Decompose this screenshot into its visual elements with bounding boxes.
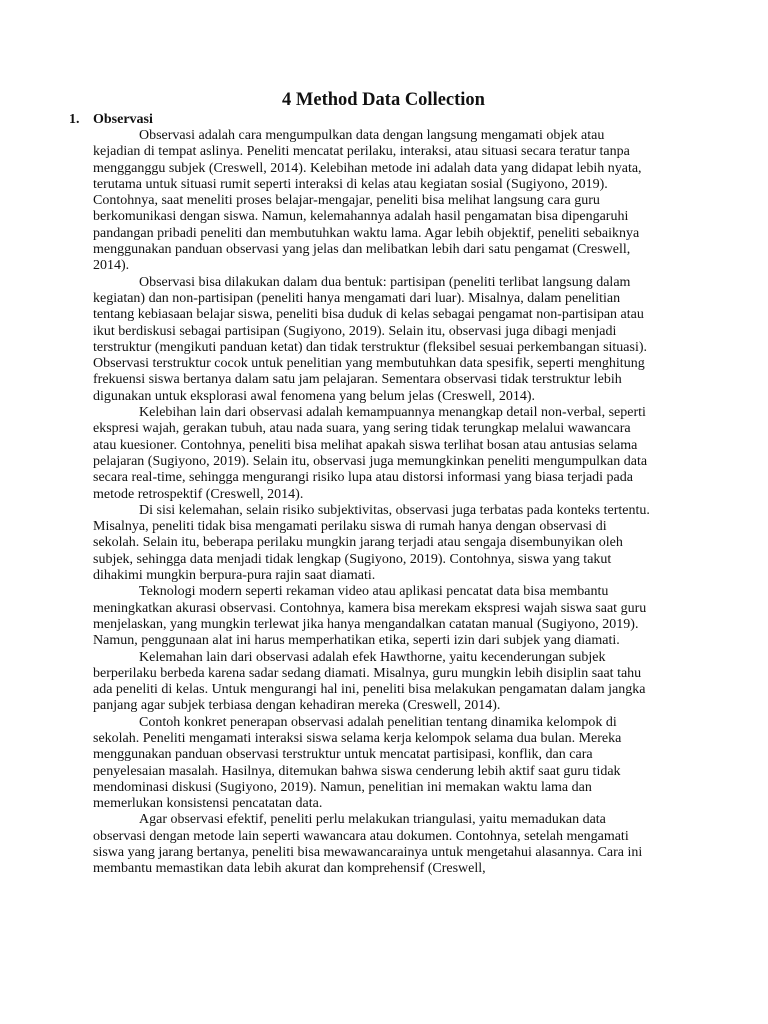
paragraph-5: Teknologi modern seperti rekaman video atau aplikasi pencatat data bisa membantu meningkatkan akurasi observasi. Contohnya, kamera bisa merekam ekspresi wajah siswa saat guru menjelaskan, yang mungkin terlewat jika hanya mengandalkan catatan manual (Sugiyono, 2019). Namun, penggunaan alat ini harus memperhatikan etika, seperti izin dari subjek yang diamati. <box>93 584 647 649</box>
paragraph-1: Observasi adalah cara mengumpulkan data dengan langsung mengamati objek atau kejadian di tempat aslinya. Peneliti mencatat perilaku, interaksi, atau situasi secara teratur tanpa mengganggu subjek (Creswell, 2014). Kelebihan metode ini adalah data yang didapat lebih nyata, terutama untuk situasi rumit seperti interaksi di kelas atau kegiatan sosial (Sugiyono, 2019). Contohnya, saat meneliti proses belajar-mengajar, peneliti bisa melihat langsung cara guru berkomunikasi dengan siswa. Namun, kelemahannya adalah hasil pengamatan bisa dipengaruhi pandangan pribadi peneliti dan membutuhkan waktu lama. Agar lebih objektif, peneliti sebaiknya menggunakan panduan observasi yang jelas dan melibatkan lebih dari satu pengamat (Creswell, 2014). <box>93 128 642 274</box>
paragraph-2: Observasi bisa dilakukan dalam dua bentuk: partisipan (peneliti terlibat langsung dalam kegiatan) dan non-partisipan (peneliti hanya mengamati dari luar). Misalnya, dalam penelitian tentang kebiasaan belajar siswa, peneliti bisa duduk di kelas sebagai pengamat non-partisipan atau ikut berdiskusi sebagai partisipan (Sugiyono, 2019). Selain itu, observasi juga dibagi menjadi terstruktur (mengikuti panduan ketat) dan tidak terstruktur (fleksibel sesuai perkembangan situasi). Observasi terstruktur cocok untuk penelitian yang membutuhkan data spesifik, seperti menghitung frekuensi siswa bertanya dalam satu jam pelajaran. Sementara observasi tidak terstruktur lebih digunakan untuk eksplorasi awal fenomena yang belum jelas (Creswell, 2014). <box>93 274 648 404</box>
paragraph-4: Di sisi kelemahan, selain risiko subjektivitas, observasi juga terbatas pada konteks tertentu. Misalnya, peneliti tidak bisa mengamati perilaku siswa di rumah hanya dengan observasi di sekolah. Selain itu, beberapa perilaku mungkin jarang terjadi atau sengaja disembunyikan oleh subjek, sehingga data menjadi tidak lengkap (Sugiyono, 2019). Contohnya, siswa yang takut dihakimi mungkin berpura-pura rajin saat diamati. <box>93 502 650 584</box>
paragraph-8: Agar observasi efektif, peneliti perlu melakukan triangulasi, yaitu memadukan data observasi dengan metode lain seperti wawancara atau dokumen. Contohnya, setelah mengamati siswa yang jarang bertanya, peneliti bisa mewawancarainya untuk mengetahui alasannya. Cara ini membantu memastikan data lebih akurat dan komprehensif (Creswell, <box>93 812 643 877</box>
section-title: Observasi <box>93 112 153 127</box>
section-number: 1. <box>69 112 80 127</box>
document-title: 4 Method Data Collection <box>282 90 485 110</box>
section-heading <box>69 112 650 128</box>
paragraph-3: Kelebihan lain dari observasi adalah kemampuannya menangkap detail non-verbal, seperti ekspresi wajah, gerakan tubuh, atau nada suara, yang sering tidak terungkap melalui wawancara atau kuesioner. Contohnya, peneliti bisa melihat apakah siswa terlihat bosan atau antusias selama pelajaran (Sugiyono, 2019). Selain itu, observasi juga memungkinkan peneliti mengumpulkan data secara real-time, sehingga mengurangi risiko lupa atau distorsi informasi yang biasa terjadi pada metode retrospektif (Creswell, 2014). <box>93 405 648 502</box>
paragraph-7: Contoh konkret penerapan observasi adalah penelitian tentang dinamika kelompok di sekolah. Peneliti mengamati interaksi siswa selama kerja kelompok selama dua bulan. Mereka menggunakan panduan observasi terstruktur untuk mencatat partisipasi, konflik, dan cara penyelesaian masalah. Hasilnya, ditemukan bahwa siswa cenderung lebih aktif saat guru tidak mendominasi diskusi (Sugiyono, 2019). Namun, penelitian ini memakan waktu lama dan memerlukan konsistensi pencatatan data. <box>93 714 622 812</box>
paragraph-6: Kelemahan lain dari observasi adalah efek Hawthorne, yaitu kecenderungan subjek berperilaku berbeda karena sadar sedang diamati. Misalnya, guru mungkin lebih disiplin saat tahu ada peneliti di kelas. Untuk mengurangi hal ini, peneliti bisa melakukan pengamatan dalam jangka panjang agar subjek terbiasa dengan kehadiran mereka (Creswell, 2014). <box>93 649 646 714</box>
